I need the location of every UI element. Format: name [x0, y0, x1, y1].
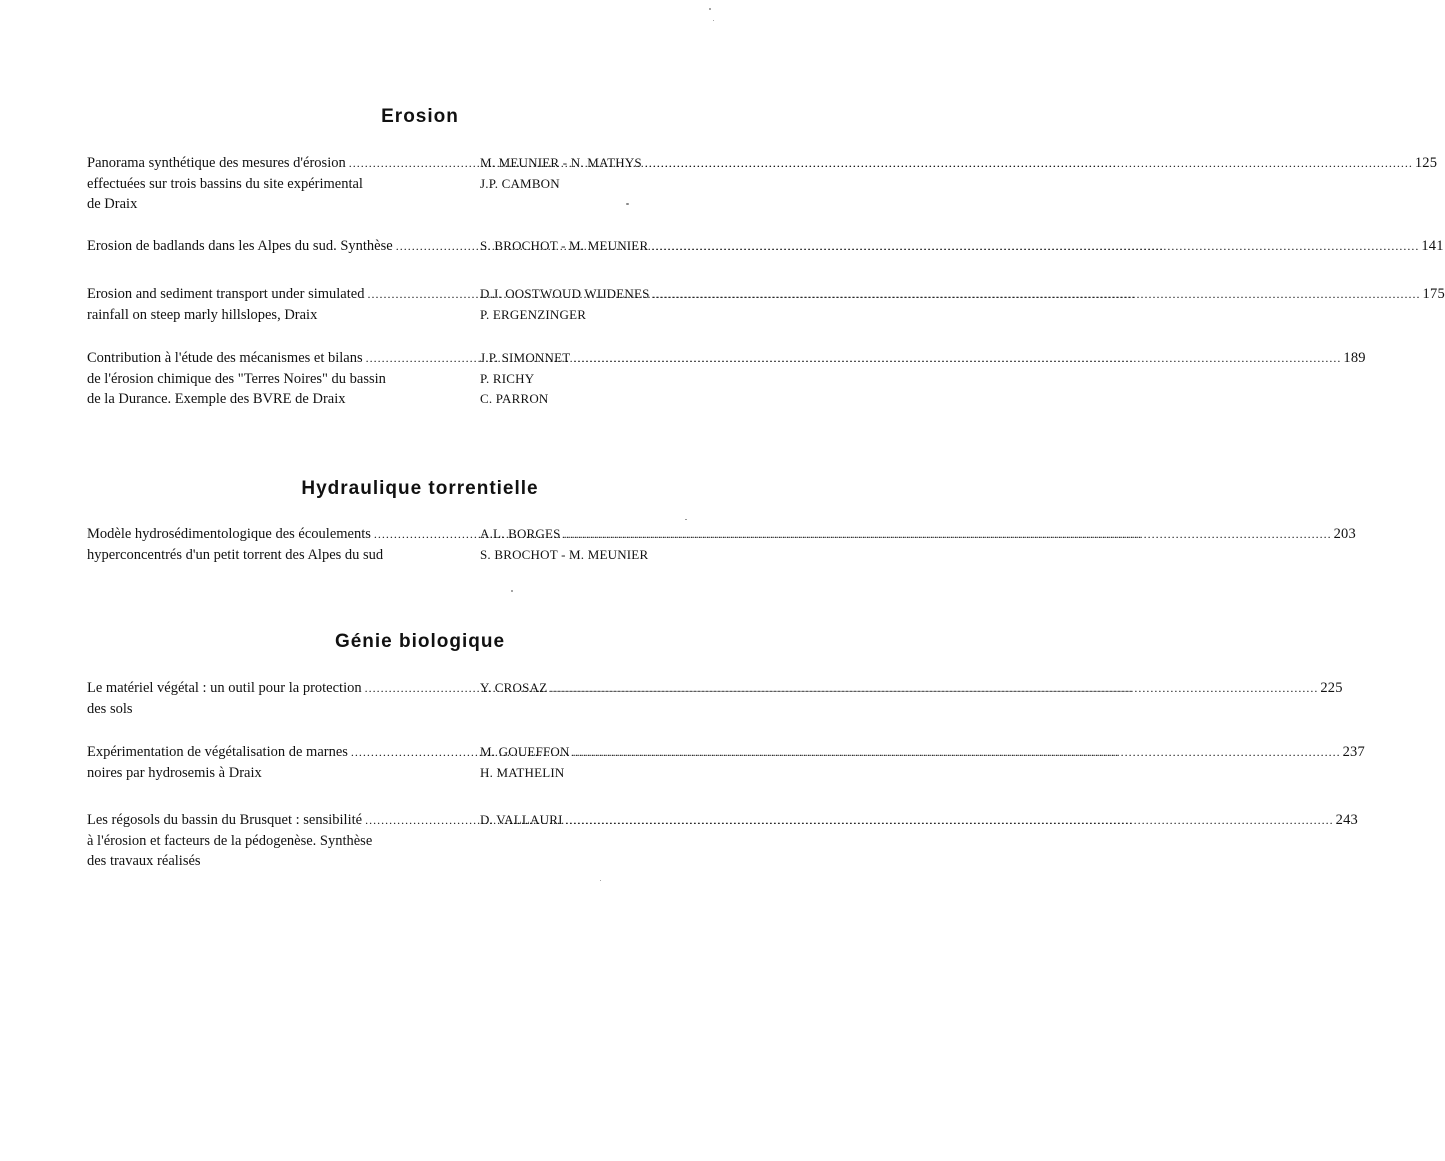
- dot-leader: [650, 284, 1421, 305]
- page-number[interactable]: 243: [1335, 812, 1358, 828]
- entry-author: Y. CROSAZ: [480, 680, 548, 695]
- entry-author: J.P. CAMBON: [480, 175, 560, 191]
- toc-entry[interactable]: [87, 524, 1356, 565]
- entry-title-line: de la Durance. Exemple des BVRE de Draix: [87, 391, 346, 407]
- entry-title-line: des sols: [87, 700, 133, 717]
- scan-speck: [626, 203, 629, 205]
- entry-author: P. ERGENZINGER: [480, 306, 587, 322]
- toc-entry[interactable]: [87, 236, 1444, 257]
- entry-title-line: Erosion de badlands dans les Alpes du sud. Synthèse: [87, 238, 393, 254]
- entry-author: S. BROCHOT - M. MEUNIER: [480, 546, 649, 562]
- scan-speck: [685, 519, 687, 520]
- entry-title-line: Panorama synthétique des mesures d'érosion: [87, 155, 346, 171]
- toc-entry[interactable]: [87, 742, 1365, 783]
- scan-speck: [600, 880, 601, 881]
- entry-author: D. VALLAURI: [480, 812, 563, 827]
- entry-title-line: hyperconcentrés d'un petit torrent des Alpes du sud: [87, 546, 384, 563]
- entry-title-line: effectuées sur trois bassins du site expérimental: [87, 175, 363, 192]
- entry-author: A.L. BORGES: [480, 526, 561, 541]
- scan-speck: [511, 590, 513, 592]
- entry-title-line: Erosion and sediment transport under simulated: [87, 286, 365, 302]
- entry-author: P. RICHY: [480, 370, 535, 386]
- entry-author: J.P. SIMONNET: [480, 350, 571, 365]
- entry-title-line: rainfall on steep marly hillslopes, Draix: [87, 306, 318, 323]
- entry-title-line: Modèle hydrosédimentologique des écoulements: [87, 526, 371, 542]
- entry-title-line: Le matériel végétal : un outil pour la protection: [87, 680, 362, 696]
- section-heading-hydraulique: Hydraulique torrentielle: [301, 478, 539, 499]
- entry-author: S. BROCHOT - M. MEUNIER: [480, 238, 649, 253]
- entry-author: C. PARRON: [480, 391, 549, 406]
- toc-entry[interactable]: [87, 810, 1358, 872]
- entry-title-line: de l'érosion chimique des "Terres Noires" du bassin: [87, 370, 386, 387]
- page-number[interactable]: 237: [1342, 744, 1365, 760]
- entry-author: H. MATHELIN: [480, 764, 565, 780]
- entry-title-line: à l'érosion et facteurs de la pédogenèse. Synthèse: [87, 832, 373, 849]
- entry-title-line: Contribution à l'étude des mécanismes et bilans: [87, 350, 363, 366]
- toc-entry[interactable]: [87, 348, 1366, 410]
- dot-leader: [547, 678, 1318, 699]
- toc-entry[interactable]: [87, 153, 1438, 215]
- page-number[interactable]: 175: [1422, 286, 1445, 302]
- page-number[interactable]: 203: [1333, 526, 1356, 542]
- dot-leader: [570, 742, 1341, 763]
- dot-leader: [563, 810, 1334, 831]
- entry-title-line: des travaux réalisés: [87, 853, 201, 869]
- page-number[interactable]: 225: [1320, 680, 1343, 696]
- scan-speck: [709, 8, 711, 10]
- section-heading-genie-biologique: Génie biologique: [334, 631, 506, 652]
- page-number[interactable]: 125: [1414, 155, 1438, 171]
- entry-title-line: de Draix: [87, 196, 138, 212]
- entry-title-line: noires par hydrosemis à Draix: [87, 764, 262, 781]
- toc-entry[interactable]: [87, 678, 1343, 719]
- dot-leader: [642, 153, 1413, 174]
- dot-leader: [561, 524, 1332, 545]
- entry-title-line: Expérimentation de végétalisation de marnes: [87, 744, 348, 760]
- section-heading-erosion: Erosion: [381, 106, 459, 127]
- entry-title-line: Les régosols du bassin du Brusquet : sensibilité: [87, 812, 363, 828]
- entry-author: M. GOUEFFON: [480, 744, 570, 759]
- dot-leader: [648, 236, 1419, 257]
- entry-author: D.J. OOSTWOUD WIJDENES: [480, 286, 650, 301]
- entry-author: M. MEUNIER - N. MATHYS: [480, 155, 642, 170]
- page-number[interactable]: 141: [1421, 238, 1444, 254]
- scan-speck: [713, 20, 714, 21]
- toc-entry[interactable]: [87, 284, 1445, 325]
- page-number[interactable]: 189: [1343, 350, 1366, 366]
- dot-leader: [570, 348, 1341, 369]
